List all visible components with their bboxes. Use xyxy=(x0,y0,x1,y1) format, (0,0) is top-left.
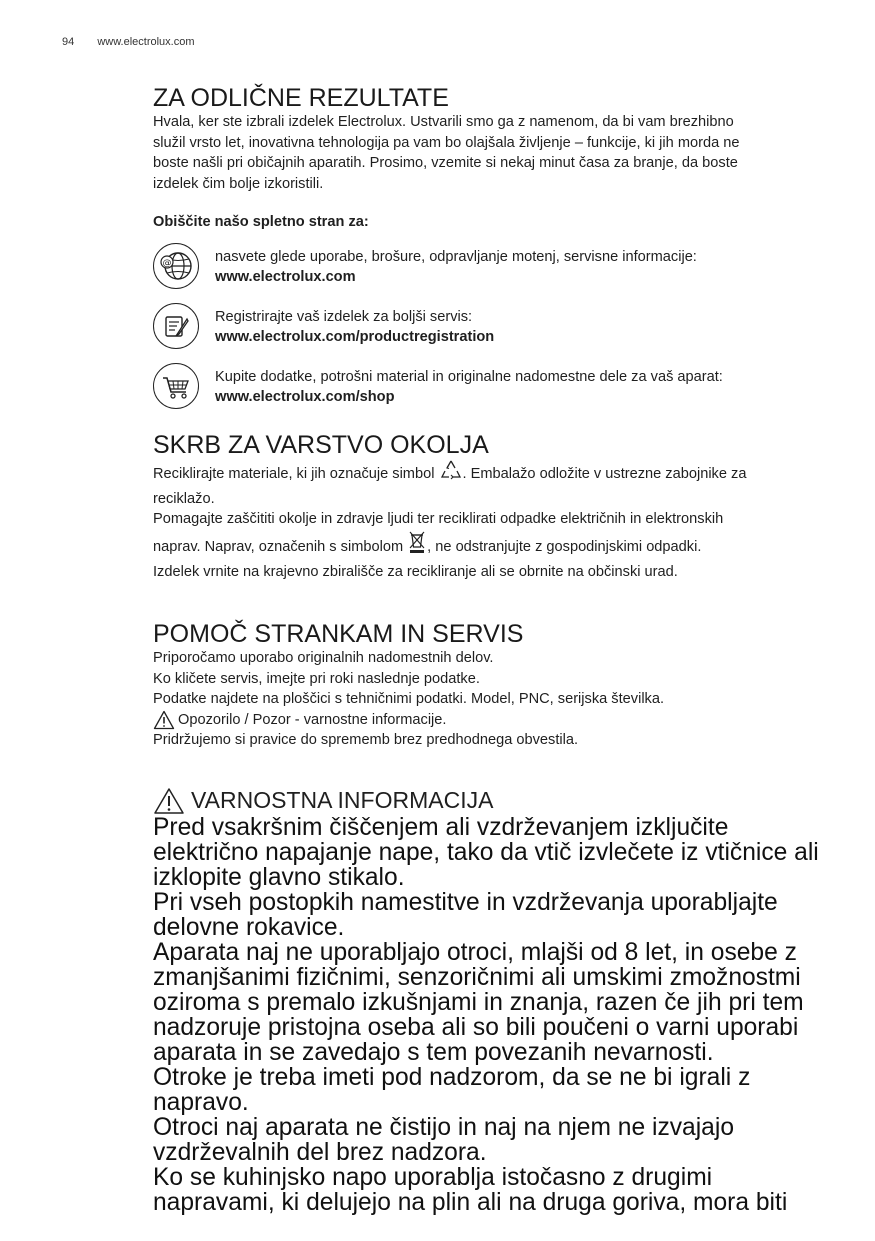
link-description: Registrirajte vaš izdelek za boljši servis: xyxy=(215,308,473,325)
service-line: Pridržujemo si pravice do sprememb brez predhodnega obvestila. xyxy=(153,732,579,748)
safety-line: delovne rokavice. xyxy=(153,913,345,941)
section-safety xyxy=(153,787,843,1215)
link-url-website[interactable]: www.electrolux.com xyxy=(215,268,356,285)
warning-icon xyxy=(153,787,185,815)
link-row-registration xyxy=(153,307,843,355)
environment-line: naprav. Naprav, označenih s simbolom , ne odstranjujte z gospodinjskimi odpadki. xyxy=(153,530,843,562)
safety-line: Aparata naj ne uporabljajo otroci, mlajši od 8 let, in osebe z xyxy=(153,938,797,966)
environment-line: Reciklirajte materiale, ki jih označuje simbol . Embalažo odložite v ustrezne zabojnike za xyxy=(153,459,843,489)
link-row-shop xyxy=(153,367,843,415)
safety-line: nadzoruje pristojna oseba ali so bili poučeni o varni uporabi xyxy=(153,1013,799,1041)
globe-at-icon xyxy=(153,243,199,289)
page-number: 94 xyxy=(62,36,75,48)
safety-line: napravo. xyxy=(153,1088,249,1116)
intro-line: boste našli pri običajnih aparatih. Prosimo, vzemite si nekaj minut časa za branje, da boste xyxy=(153,155,738,171)
safety-line: oziroma s premalo izkušnjami in znanja, razen če jih pri tem xyxy=(153,988,804,1016)
warning-icon xyxy=(153,710,175,730)
service-line: Ko kličete servis, imejte pri roki naslednje podatke. xyxy=(153,670,480,687)
section-environment xyxy=(153,431,843,583)
intro-line: služil vrsto let, inovativna tehnologija pa vam bo olajšala življenje – funkcije, ki jih morda ne xyxy=(153,134,740,151)
link-description: Kupite dodatke, potrošni material in originalne nadomestne dele za vaš aparat: xyxy=(215,368,723,385)
environment-line: Pomagajte zaščititi okolje in zdravje ljudi ter reciklirati odpadke električnih in elektronskih xyxy=(153,511,724,527)
safety-line: Pri vseh postopkih namestitve in vzdrževanja uporabljajte xyxy=(153,888,778,916)
environment-line: Izdelek vrnite na krajevno zbirališče za recikliranje ali se obrnite na občinski urad. xyxy=(153,563,678,580)
header-website-link[interactable]: www.electrolux.com xyxy=(97,36,195,48)
safety-title-row xyxy=(153,787,843,815)
safety-line: električno napajanje nape, tako da vtič izvlečete iz vtičnice ali xyxy=(153,838,819,866)
results-title: ZA ODLIČNE REZULTATE xyxy=(153,84,449,112)
visit-label: Obiščite našo spletno stran za: xyxy=(153,214,369,230)
service-line: Priporočamo uporabo originalnih nadomestnih delov. xyxy=(153,650,494,666)
safety-body xyxy=(153,815,843,1215)
link-row-website xyxy=(153,247,843,295)
service-title: POMOČ STRANKAM IN SERVIS xyxy=(153,620,524,648)
safety-line: zmanjšanimi fizičnimi, senzoričnimi ali umskimi zmožnostmi xyxy=(153,963,801,991)
safety-line: Ko se kuhinjsko napo uporablja istočasno z drugimi xyxy=(153,1163,713,1191)
crossed-bin-icon xyxy=(407,530,427,562)
section-results xyxy=(153,84,843,415)
safety-line: Otroke je treba imeti pod nadzorom, da se ne bi igrali z xyxy=(153,1063,751,1091)
section-service xyxy=(153,620,843,751)
safety-line: aparata in se zavedajo s tem povezanih nevarnosti. xyxy=(153,1038,714,1066)
environment-title: SKRB ZA VARSTVO OKOLJA xyxy=(153,430,489,459)
safety-line: izklopite glavno stikalo. xyxy=(153,863,405,891)
safety-line: napravami, ki delujejo na plin ali na druga goriva, mora biti xyxy=(153,1188,788,1216)
service-warning-line: Opozorilo / Pozor - varnostne informacije. xyxy=(153,710,843,731)
service-line: Podatke najdete na ploščici s tehničnimi podatki. Model, PNC, serijska številka. xyxy=(153,691,665,707)
link-url-registration[interactable]: www.electrolux.com/productregistration xyxy=(215,328,495,345)
registration-icon xyxy=(153,303,199,349)
shopping-cart-icon xyxy=(153,363,199,409)
link-description: nasvete glede uporabe, brošure, odpravljanje motenj, servisne informacije: xyxy=(215,248,697,265)
results-intro xyxy=(153,112,843,194)
safety-line: Pred vsakršnim čiščenjem ali vzdrževanjem izključite xyxy=(153,813,729,841)
intro-line: Hvala, ker ste izbrali izdelek Electrolux. Ustvarili smo ga z namenom, da bi vam brezhibno xyxy=(153,114,734,130)
link-url-shop[interactable]: www.electrolux.com/shop xyxy=(215,388,395,405)
safety-line: vzdrževalnih del brez nadzora. xyxy=(153,1138,487,1166)
environment-line: reciklažo. xyxy=(153,490,215,507)
intro-line: izdelek čim bolje izkoristili. xyxy=(153,175,324,192)
page-content xyxy=(153,84,843,1215)
safety-title: VARNOSTNA INFORMACIJA xyxy=(191,787,494,813)
safety-line: Otroci naj aparata ne čistijo in naj na njem ne izvajajo xyxy=(153,1113,735,1141)
recycle-icon xyxy=(439,459,463,489)
page-header xyxy=(62,36,195,48)
svg-text:@: @ xyxy=(162,258,172,268)
